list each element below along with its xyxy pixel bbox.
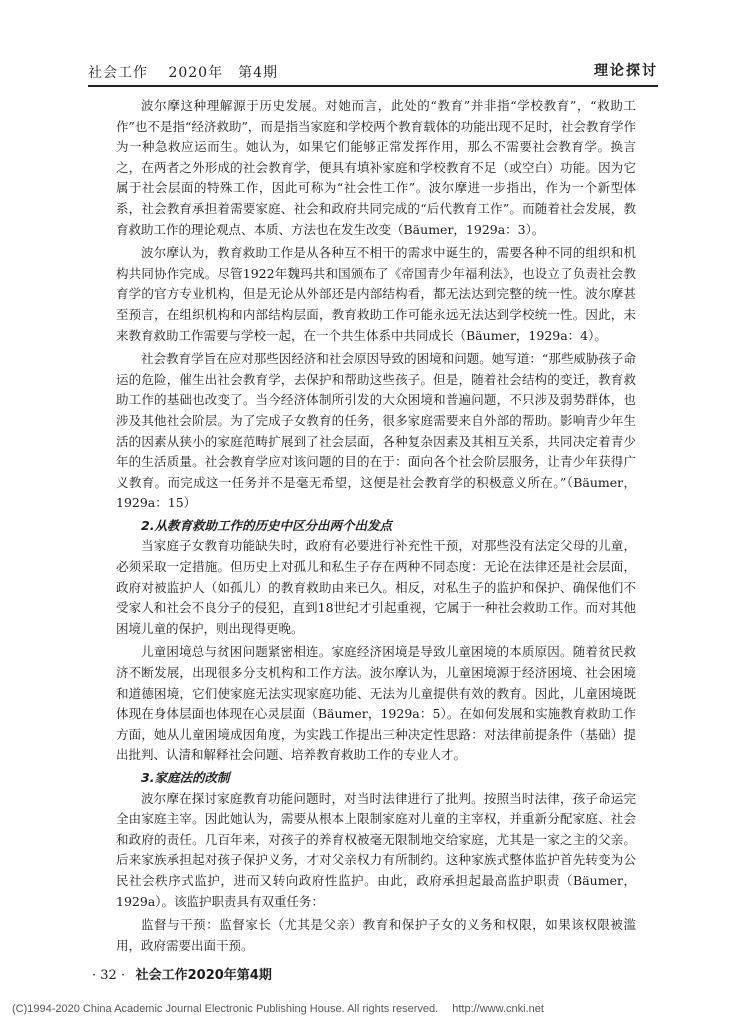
header-rule (88, 85, 658, 87)
paragraph: 社会教育学旨在应对那些因经济和社会原因导致的困境和问题。她写道：“那些威胁孩子命运的危险，催生出社会教育学，去保护和帮助这些孩子。但是，随着社会结构的变迁，教育救助工作的基础也改变了。当今经济体制所引发的大众困境和普遍问题，不只涉及弱势群体，也涉及其他社会阶层。为了完成子女教育的任务，很多家庭需要来自外部的帮助。影响青少年生活的因素从狭小的家庭范畴扩展到了社会层面，各种复杂因素及其相互关系，共同决定着青少年的生活质量。社会教育学应对该问题的目的在于：面向各个社会阶层服务，让青少年获得广义教育。而完成这一任务并不是毫无希望，这便是社会教育学的积极意义所在。”（Bäumer，1929a：15） (116, 351, 636, 511)
page-footer (92, 964, 272, 983)
journal-issue: 社会工作 2020年 第4期 (88, 65, 278, 81)
paragraph: 波尔摩这种理解源于历史发展。对她而言，此处的“教育”并非指“学校教育”，“救助工作”也不是指“经济救助”，而是指当家庭和学校两个教育载体的功能出现不足时，社会教育学作为一种急救应运而生。她认为，如果它们能够正常发挥作用，那么不需要社会教育学。换言之，在两者之外形成的社会教育学，便具有填补家庭和学校教育不足（或空白）功能。因为它属于社会层面的特殊工作，因此可称为“社会性工作”。波尔摩进一步指出，作为一个新型体系，社会教育承担着需要家庭、社会和政府共同完成的“后代教育工作”。而随着社会发展，教育救助工作的理论观点、本质、方法也在发生改变（Bäumer，1929a：3）。 (116, 98, 636, 237)
running-header (88, 60, 658, 84)
paragraph: 监督与干预：监督家长（尤其是父亲）教育和保护子女的义务和权限，如果该权限被滥用，政府需要出面干预。 (116, 917, 636, 953)
paragraph: 儿童困境总与贫困问题紧密相连。家庭经济困境是导致儿童困境的本质原因。随着贫民救济不断发展，出现很多分支机构和工作方法。波尔摩认为，儿童困境源于经济困境、社会困境和道德困境，它们使家庭无法实现家庭功能、无法为儿童提供有效的教育。因此，儿童困境既体现在身体层面也体现在心灵层面（Bäumer，1929a：5）。在如何发展和实施教育救助工作方面，她从儿童困境成因角度，为实践工作提出三种决定性思路：对法律前提条件（基础）提出批判、认清和解释社会问题、培养教育救助工作的专业人才。 (116, 644, 636, 763)
paragraph: 波尔摩认为，教育救助工作是从各种互不相干的需求中诞生的，需要各种不同的组织和机构共同协作完成。尽管1922年魏玛共和国颁布了《帝国青少年福利法》，也设立了负责社会教育学的官方专业机构，但是无论从外部还是内部结构看，都无法达到完整的统一性。波尔摩甚至预言，在组织机构和内部结构层面，教育救助工作可能永远无法达到学校统一性。因此，未来教育救助工作需要与学校一起，在一个共生体系中共同成长（Bäumer，1929a：4）。 (116, 245, 636, 343)
page-number: · 32 · (92, 968, 126, 983)
article-body (116, 96, 636, 956)
copyright-notice: (C)1994-2020 China Academic Journal Electronic Publishing House. All rights reserved. http://www.cnki.net (12, 1003, 544, 1015)
paragraph: 波尔摩在探讨家庭教育功能问题时，对当时法律进行了批判。按照当时法律，孩子命运完全由家庭主宰。因此她认为，需要从根本上限制家庭对儿童的主宰权，并重新分配家庭、社会和政府的责任。几百年来，对孩子的养育权被毫无限制地交给家庭，尤其是一家之主的父亲。后来家族承担起对孩子保护义务，才对父亲权力有所制约。这种家族式整体监护首先转变为公民社会秩序式监护，进而又转向政府性监护。由此，政府承担起最高监护职责（Bäumer，1929a）。该监护职责具有双重任务： (116, 790, 636, 909)
section-title: 理论探讨 (594, 63, 658, 79)
footer-journal: 社会工作2020年第4期 (135, 968, 272, 983)
section-heading: 2.从教育救助工作的历史中区分出两个出发点 (141, 517, 392, 533)
section-heading: 3.家庭法的改制 (141, 770, 230, 785)
paragraph: 当家庭子女教育功能缺失时，政府有必要进行补充性干预，对那些没有法定父母的儿童，必须采取一定措施。但历史上对孤儿和私生子存在两种不同态度：无论在法律还是社会层面，政府对被监护人（如孤儿）的教育救助由来已久。相反，对私生子的监护和保护、确保他们不受家人和社会不良分子的侵犯，直到18世纪才引起重视，它属于一种社会救助工作。而对其他困境儿童的保护，则出现得更晚。 (116, 538, 636, 636)
